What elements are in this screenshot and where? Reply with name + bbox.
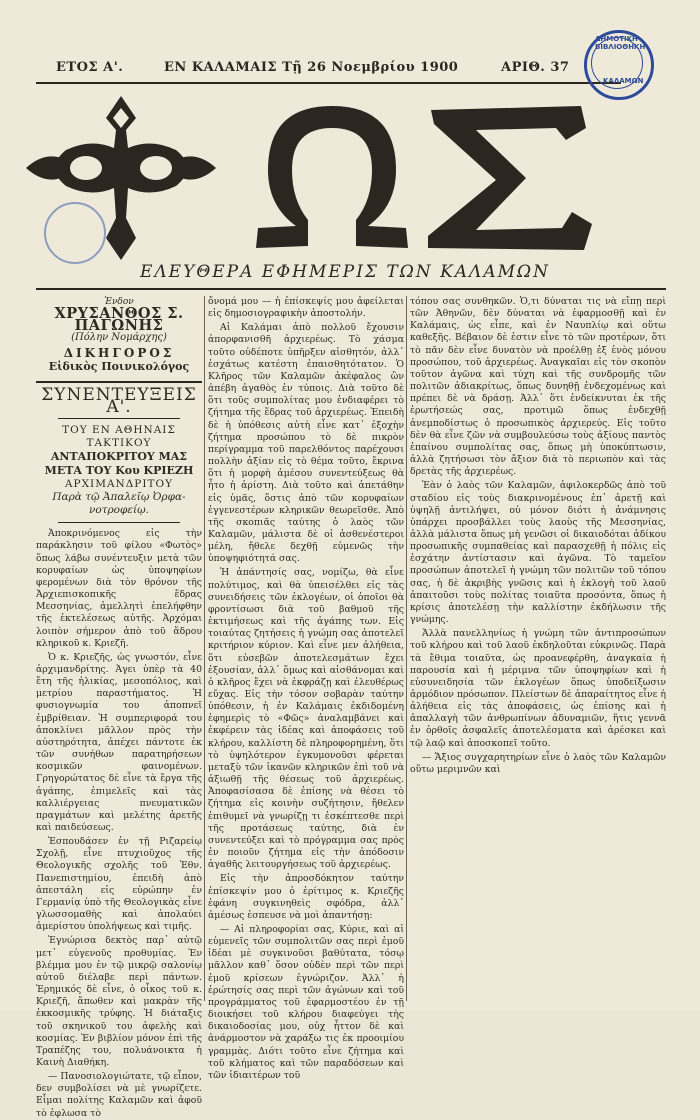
column-2 [208,296,404,1081]
article-heading: ΣΥΝΕΝΤΕΥΞΕΙΣ Α'. [41,384,197,418]
article-paragraph: — Ἄξιος συγχαρητηρίων εἶνε ὁ λαὸς τῶν Καλαμῶν οὕτω μεριμνῶν καὶ [410,751,666,775]
ad-profession: ΔΙΚΗΓΟΡΟΣ [63,345,175,360]
article-paragraph: — Αἱ πληροφορίαι σας, Κύριε, καὶ αἱ εὐμενεῖς τῶν συμπολιτῶν σας περὶ ἐμοῦ ἰδέαι μὲ συγκινοῦσι βαθύτατα, τόσῳ μᾶλλον καθ᾿ ὅσον οὐδὲν περὶ τῶν περὶ ἐμοῦ κρίσεων ἐγνώριζον. Ἀλλ᾿ ἡ ἐρώτησίς σας περὶ τῶν ἀγώνων καὶ τοῦ προγράμματος τοῦ ἐφαρμοστέου ἐν τῇ διοικήσει τοῦ κλήρου διαφεύγει τὴς δικαιοδοσίας μου, οὐχ ἧττον δὲ καὶ ἀνάρμοστον νὰ χαράξω τις ἐκ προοιμίου γραμμὰς. Διότι τοῦτο εἶνε ζήτημα καὶ τοῦ κλήματος καὶ τῶν παραδόσεων καὶ τῶν ἰδιαιτέρων τοῦ [208,923,404,1081]
masthead-title-art [26,88,656,263]
lawyer-advertisement [36,296,202,373]
article-paragraph: — Πανοσιολογιώτατε, τῷ εἶπον, δεν συμβολίσει νὰ μὲ γνωρίζετε. Εἶμαι πολίτης Καλαμῶν καὶ ἀφοῦ τὸ ἐφλωσα τὸ [36,1071,202,1119]
stamp-text-top: ΔΗΜΟΤΙΚΗ ΒΙΒΛΙΟΘΗΚΗ [595,35,646,51]
column-divider-2 [406,296,407,1001]
article-subhead-5: Παρὰ τῷ Ἀπαλεῖῳ Ὀρφα- [52,491,186,504]
title-letter-sigma [428,106,592,250]
ad-separator [36,381,202,383]
ad-origin: (Πόλην Νομάρχης) [71,332,167,344]
ad-specialty: Εἰδικὸς Ποινικολόγος [48,359,190,373]
column-divider-1 [204,296,205,1001]
article-subhead-2: ΑΝΤΑΠΟΚΡΙΤΟΥ ΜΑΣ [50,450,188,464]
stamp-text-bottom: ΚΑΛΑΜΩΝ [603,77,644,85]
faded-library-stamp [44,202,106,264]
article-paragraph: Ἐσπουδάσεν ἐν τῇ Ριζαρείῳ Σχολῇ, εἶνε πτυχιοῦχος τῆς Θεολογικῆς σχολῆς τοῦ Ἐθν. Πανεπιστημίου, ἐπειδὴ ἀπὸ ἀπεστάλη εἰς εὐρώπην ἐν Γερμανίᾳ ὑπὸ τῆς Θεολογικὰς εἶνε γλωσσομαθὴς καὶ ἀπολαύει ἀμερίστου ὑπολήψεως καὶ τιμῆς. [36,836,202,933]
article-subhead-3: ΜΕΤΑ ΤΟΥ Κου ΚΡΙΕΖΗ [44,464,194,478]
article-paragraph: τόπου σας συνθηκῶν. Ὁ,τι δύναται τις νὰ εἴπῃ περὶ τῶν Ἀθηνῶν, δὲν δύναται νὰ ἐφαρμοσθῇ καὶ ἐν Καλάμαις, ὡς εἶπε, καὶ ἐν Ναυπλίῳ καὶ οὕτω καθεξῆς. Βέβαιον δὲ ἐστιν εἶνε τὸ τῶν προτέρων, ὅτι τὸ πᾶν δὲν εἶνε δυνατὸν νὰ προέλθῃ ἐξ ἑνὸς μόνου προσώπου, τοῦ ἀρχιερέως. Ἀναγκαῖαι εἰς τὸν σκοπὸν τοῦτον ἀγῶνα καὶ τύχη καὶ τῆς συνδρομῆς τῶν πολιτῶν ἀδιακρίτως, ὅπως δυνηθῇ ἐνδεχομένως καὶ πρέπει δὲ νὰ δράσῃ. Ἀλλ᾿ ὅτι ἐνδείκνυται ἐκ τῆς ἐρωτήσεώς σας, προτιμῶ ὅπως ἐνδεχθῇ ἀνεμποδίστως ὁ προσωπικὸς ἀρχιερεύς. Εἰς τοῦτο δὲν θὰ εἶνε ζῶν νὰ συμβουλεύσω τοὺς ἀξίους παντὸς ἐπαίνου συμπολίτας σας, ὅπως μὴ ὑποκύπτωσιν, ἀλλὰ ζητήσωσι τὸν ἄξιον διὰ τὸ περιωπὸν καὶ τὰς δρετὰς τῆς ἀρχιερέως. [410,296,666,478]
article-paragraph: Ἡ ἀπάντησίς σας, νομίζω, θὰ εἶνε πολύτιμος, καὶ θὰ ὑπεισέλθει εἰς τὰς συνειδήσεις τῶν ἐκλογέων, οἱ ὁποῖοι θὰ φροντίσωσι διὰ τοῦ βαθμοῦ τῆς ἐκτιμήσεως καὶ τῆς ἀγάπης των. Εἰς τοιαύτας ζητήσεις ἡ γνώμη σας ἀποτελεῖ κριτήριον κύριον. Καὶ εἶνε μεν ἀλήθεια, ὅτι εὐσεβῶν ἀποτελεσμάτων ἔχει ἐξουσίαν, ἀλλ᾿ ὅμως καὶ αἰσθάνομαι καὶ ὁ κλῆρος ἔχει νὰ ἐκφράζῃ καὶ ἐλευθέρως εὔχας. Εἰς τὴν τόσον σοβαρὰν ταύτην ὑπόθεσιν, ἡ ἐν Καλάμαις ἐκδιδομένη ἐφημερὶς τὸ «Φῶς» ἀναλαμβάνει καὶ ἐκφέρειν τὰς ἰδέας καὶ ἀποφάσεις τοῦ κλήρου, καλλίστη δὲ πληροφορημένη, ὅτι τὸ ὑψηλότερον ἐγκυμονοῦσι φέρεται μεταξὺ τῶν ἱκανῶν κληρικῶν ἐπὶ τοῦ νὰ ἀξιωθῇ τῆς θέσεως τοῦ ἀρχιερέως. Ἀποφασίσασα δὲ ἐπίσης νὰ θέσει τὸ ζήτημα εἰς κοινὴν συζήτησιν, ἤθελεν ἐπιθυμεῖ νὰ γνωρίζῃ τι ἐσκέπτεσθε περὶ τῆς προτάσεως ταύτης, διὰ ἐν συνεντεύξει καὶ τὸ πρόγραμμα σας πρὸς ἐν ποιοῦν ζήτημα εἰς τὴν ἀπόδοσιν ἀγαθῆς λειτουργήσεως τοῦ ἀρχιερέως. [208,567,404,871]
column-1 [36,296,202,1119]
newspaper-subtitle: ΕΛΕΥΘΕΡΑ ΕΦΗΜΕΡΙΣ ΤΩΝ ΚΑΛΑΜΩΝ [140,262,550,282]
article-subhead-6: νοτροφείῳ. [88,504,149,517]
article-paragraph: Ἀλλὰ πανελληνίως ἡ γνώμη τῶν ἀντιπροσώπων τοῦ κλήρου καὶ τοῦ λαοῦ ἐκδηλοῦται εὐκρινῶς. Παρὰ τὰ ἔθιμα τοιαῦτα, ὡς προανεφέρθη, ἀναγκαία ἡ παρουσία καὶ ἡ μέριμνα τῶν ὑποψηφίων καὶ ἡ εὐσυνειδησία τῶν ἐκλογέων ὅπως ὑποδείξωσιν ἀρμόδιον πρόσωπον. Πλείστων δὲ ἀπαραίτητος εἶνε ἡ ἀλήθεια εἰς τὰς ἀποφάσεις, ὡς ἐπίσης καὶ ἡ ἀπαλλαγὴ τῶν ἀνθρωπίνων ἀδυναμιῶν, ἥτις γεννᾶ ἐν ὀρθοῖς ἀσφαλεῖς ἀποτελέσματα καὶ ἀρέσκει καὶ τῷ λαῷ καὶ ἀποσκοπεῖ τοῦτο. [410,628,667,749]
year-label: ΕΤΟΣ Α'. [56,60,124,75]
article-subhead-1: ΤΟΥ ΕΝ ΑΘΗΝΑΙΣ ΤΑΚΤΙΚΟΥ [62,424,176,450]
article-subhead-4: ΑΡΧΙΜΑΝΔΡΙΤΟΥ [64,478,174,491]
article-paragraph: Εἰς τὴν ἀπροσδόκητον ταύτην ἐπίσκεψίν μου ὁ ἐρίτιμος κ. Κριεζῆς ἐφάνη συγκινηθεὶς σφόδρα, ἀλλ᾿ ἀμέσως ἐσπευσε νὰ μοὶ ἀπαντήσῃ: [208,873,404,921]
article-paragraph: Ὁ κ. Κριεζῆς, ὡς γνωστόν, εἶνε ἀρχιμανδρίτης. Ἀγει ὑπὲρ τὰ 40 ἔτη τῆς ἡλικίας, μεσοπόλιος, καὶ μετρίου παραστήματος. Ἡ φυσιογνωμία του ἀποπνεῖ ἐμβρίθειαν. Ἡ συμπεριφορά του ἀποκλίνει μᾶλλον πρὸς τὴν αὐστηρότητα, ἀπέχει πάντοτε ἐκ τῶν συνήθων παρατηρήσεων κοσμικῶν φαινομένων. Γρηγορώτατος δὲ εἶνε τὰ ἔργα τῆς ἀγάπης, ἐπιμελεῖς καὶ τὰς καλλιέργειας πνευματικῶν πραγμάτων καὶ μελέτης ἀρετῆς καὶ παιδεύσεως. [36,651,202,833]
ad-name: ΧΡΥΣΑΝΘΟΣ Σ. ΠΑΓΩΝΗΣ [54,305,184,335]
article-paragraph: ὄνομά μου — ἡ ἐπίσκεψίς μου ἀφείλεται εἰς δημοσιογραφικὴν ἀποστολήν. [208,296,404,320]
masthead-dateline [36,54,621,84]
issue-number: ΑΡΙΘ. 37 [501,60,570,75]
article-paragraph: Ἐὰν ὁ λαὸς τῶν Καλαμῶν, ἀφιλοκερδῶς ἀπὸ τοῦ σταδίου εἰς τοὺς διακρινομένους ἐπ᾿ ἀρετῇ καὶ ὑψηλῇ ἀντιλήψει, οὐ μόνον διότι ἡ ἀνάμνησις ὑπάρχει προσβάλλει τοὺς λαοὺς τῆς Μεσσηνίας, ἀλλὰ μάλιστα ὅπως μὴ γενῶσι οἱ δικαιοδόται ἀδίκου προσωπικῆς συμπαθείας καὶ παρασχεθῇ ἡ πόλις εἰς ἐσχάτην ἀντίστασιν καὶ ἀγῶνα. Τὸ ταμεῖον προσώπων ἀποτελεῖ ἡ γνώμη τῶν πολιτῶν τοῦ τόπου σας, ἡ δὲ ἀκριβὴς γνῶσις καὶ ἡ ἐκλογὴ τοῦ λαοῦ ἀπαιτοῦσι τοὺς πολίτας τοιαῦτα προσόντα, ὅπως ἡ κρίσις ἀποτελέσῃ τὴν καλλίστην ἐκδήλωσιν τῆς γνώμης. [410,480,666,626]
column-3 [410,296,666,1001]
masthead-rule [36,288,666,290]
ad-top-note: Ἐνδον [104,297,134,307]
heading-rule [58,418,180,419]
article-paragraph: Αἱ Καλάμαι ἀπὸ πολλοῦ ἔχουσιν ἀπορφανισθῆ ἀρχιερέως. Τὸ χάσμα τοῦτο οὐδέποτε ὑπῆρξεν αἰσθητόν, ἀλλ᾿ ἐσχάτως κατέστη ἐπαισθητότατον. Ὁ Κλῆρος τῶν Καλαμῶν ἀκέφαλος ὢν ἀπέβη ἀγαθὸς ἐν τύποις. Διὰ τοῦτο δὲ ὅτι τοῦς συμπολίτας μου ἐνδιαφέρει τὸ ζήτημα τῆς ἕδρας τοῦ ἀρχιερέως. Ἐπειδὴ δὲ ἡ ὑπόθεσις αὐτὴ εἶνε κατ᾿ ἐξοχὴν ζήτημα προσώπου τὸ δὲ πικρὸν περίγραμμα τοῦ παρελθόντος παρέχουσι πολλὴν ἀξίαν εἰς τὸ θέμα τοῦτο, ἔκρινα ὅτι ἡ μορφὴ ἀμέσου συνεντεύξεως θὰ ἦτο ἡ ἀρίστη. Διὰ τοῦτο καὶ ἀπετάθην εἰς ὑμᾶς, ὅστις ἀπὸ τῶν κορυφαίων ἐγγενεστέρων κληρικῶν θεωρεῖσθε. Ἀπὸ τῆς σκοπιᾶς ταύτης ὁ λαὸς τῶν Καλαμῶν, μάλιστα δὲ οἱ ἀσθενέστεροι μέλη, ἤθελε δεχθῇ εὐμενῶς τὴν ὑποψηφιότητά σας. [208,322,404,565]
article-paragraph: Ἐγνώρισα δεκτὸς παρ᾿ αὐτῷ μετ᾿ εὐγενοῦς προθυμίας. Ἐν βλέμμα μου ἐν τῷ μικρῷ σαλονίῳ αὐτοῦ διέλαβε περὶ πάντων. Ἐρημικός δὲ εἶνε, ὁ οἶκος τοῦ κ. Κριεζῆ, ἄπωθεν καὶ μακρὰν τῆς ἐκκοσμικῆς τρύφης. Ἡ διάταξις τοῦ σκηνικοῦ του ἀφελὴς καὶ κοσμίας. Ἐν βιβλίον μόνον ἐπὶ τῆς Τραπέζης του, πολυάνοικτα ἡ Καινὴ Διαθήκη. [36,935,202,1068]
article-paragraph: Ἀποκρινόμενος εἰς τὴν παράκλησιν τοῦ φίλου «Φωτὸς» ὅπως λάβω συνέντευξιν μετὰ τῶν κορυφαίων ὡς ὑποψηφίων φερομένων διὰ τὸν θρόνον τῆς Ἀρχιεπισκοπικῆς ἕδρας Μεσσηνίας, ἀμελλητὶ ἐπελήφθην τῆς ἐκτελέσεως αὐτῆς. Ἀρχόμαι λοιπὸν σήμερον ἀπὸ τοῦ ἄδρου κληρικοῦ κ. Κριεζῆ. [36,528,202,649]
title-letter-omega [256,106,408,248]
place-date: ΕΝ ΚΑΛΑΜΑΙΣ Τῇ 26 Νοεμβρίου 1900 [164,60,459,75]
subhead-rule [58,522,180,523]
